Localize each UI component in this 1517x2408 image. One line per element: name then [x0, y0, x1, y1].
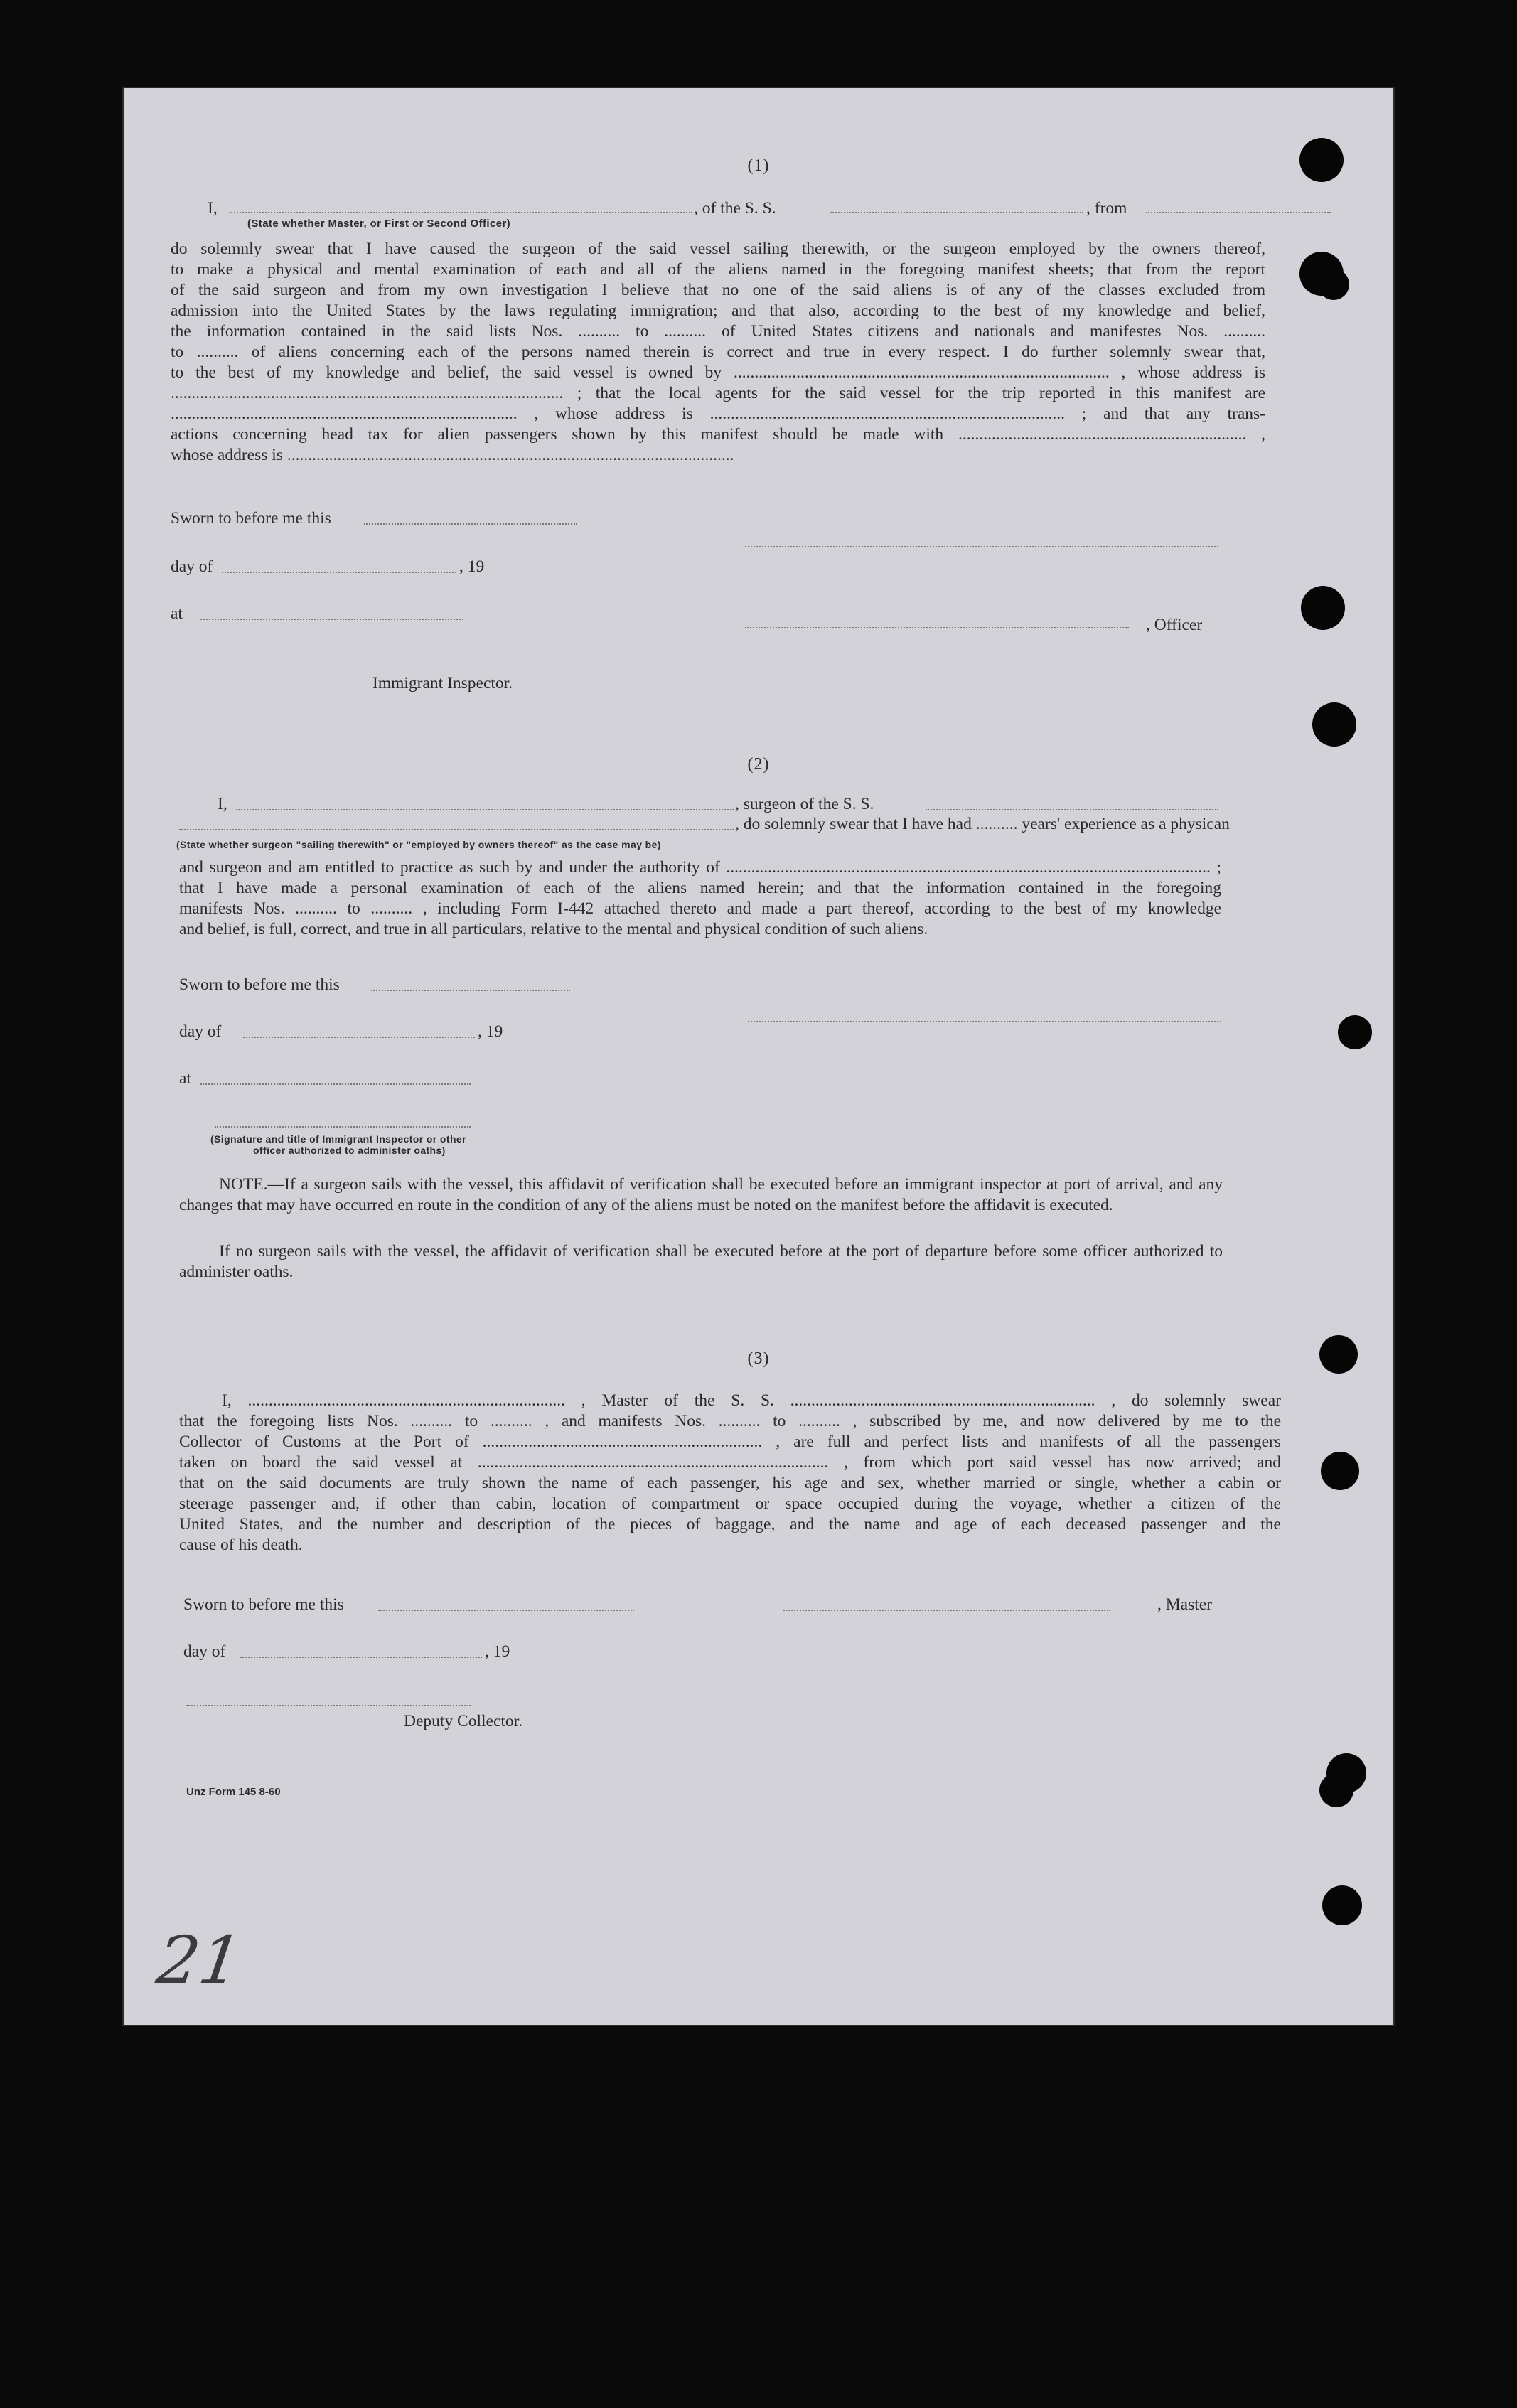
day-line[interactable] [240, 1657, 482, 1658]
punch-hole [1318, 269, 1349, 300]
master-text-line: steerage passenger and, if other than cabin, location of compartment or space occupied during the voyage, whether a citizen of the [179, 1494, 1281, 1513]
oath-text-line: to make a physical and mental examination of each and all of the aliens named in the foregoing manifest sheets; that from the report [171, 260, 1265, 279]
oath-text-line: to .......... of aliens concerning each of the persons named therein is correct and true in every respect. I do further solemnly swear that, [171, 343, 1265, 361]
surgeon-text-line: manifests Nos. .......... to .......... , including Form I-442 attached thereto and made a part thereof, according to the best of my knowledge [179, 899, 1221, 918]
oath-text-line: .............................................................................................. ; that the local agents for the said vessel for the trip reported in this manifest are [171, 384, 1265, 402]
signature-line[interactable] [745, 546, 1218, 547]
signature-caption: officer authorized to administer oaths) [253, 1145, 446, 1156]
punch-hole [1321, 1452, 1359, 1490]
section-number: (1) [747, 156, 770, 175]
oath-text-line: to the best of my knowledge and belief, the said vessel is owned by .......................................................................................... , whose address is [171, 363, 1265, 382]
day-of-label: day of [183, 1642, 226, 1661]
sworn-date-line[interactable] [371, 990, 570, 991]
vessel-label: , of the S. S. [694, 199, 776, 218]
sworn-label: Sworn to before me this [179, 975, 340, 994]
note-paragraph: If no surgeon sails with the vessel, the affidavit of verification shall be executed before at the port of departure before some officer authorized to administer oaths. [179, 1242, 1223, 1281]
place-line[interactable] [200, 619, 463, 620]
surgeon-label: I, [218, 795, 227, 813]
surgeon-vessel-label: , surgeon of the S. S. [735, 795, 874, 813]
oath-text-line: actions concerning head tax for alien passengers shown by this manifest should be made with ..................................................................... , [171, 425, 1265, 444]
oath-text-line: ................................................................................... , whose address is ..................................................................................... ; and that any trans- [171, 405, 1265, 423]
punch-hole [1322, 1885, 1362, 1925]
signature-line[interactable] [748, 1021, 1221, 1022]
collector-label: Deputy Collector. [404, 1712, 523, 1730]
collector-signature-line[interactable] [186, 1705, 471, 1706]
master-text-line: that on the said documents are truly shown the name of each passenger, his age and sex, whether married or single, whether a cabin or [179, 1474, 1281, 1492]
punch-hole [1301, 586, 1345, 630]
surgeon-text-line: and belief, is full, correct, and true in all particulars, relative to the mental and physical condition of such aliens. [179, 920, 928, 938]
manifest-form-page [122, 87, 1395, 2026]
rank-caption: (State whether Master, or First or Second Officer) [247, 218, 511, 230]
oath-text-line: whose address is ........................................................................................................... [171, 446, 734, 464]
oath-text-line: do solemnly swear that I have caused the surgeon of the said vessel sailing therewith, or the surgeon employed by the owners thereof, [171, 240, 1265, 258]
inspector-signature-line[interactable] [215, 1126, 471, 1128]
master-text-line: cause of his death. [179, 1536, 303, 1554]
from-line[interactable] [1146, 212, 1331, 213]
surgeon-text-line: that I have made a personal examination of each of the aliens named herein; and that the information contained in the foregoing [179, 879, 1221, 897]
punch-hole [1319, 1773, 1353, 1807]
officer-label: , Officer [1146, 616, 1203, 634]
day-line[interactable] [243, 1037, 475, 1038]
master-text-line: that the foregoing lists Nos. .......... to .......... , and manifests Nos. .......... to .......... , subscribed by me, and now delivered by me to the [179, 1412, 1281, 1430]
handwritten-page-number: 21 [152, 1922, 247, 1998]
form-number: Unz Form 145 8-60 [186, 1786, 281, 1798]
inspector-label: Immigrant Inspector. [372, 674, 513, 692]
oath-text-line: of the said surgeon and from my own investigation I believe that no one of the said aliens is of any of the classes excluded from [171, 281, 1265, 299]
section-number: (3) [747, 1349, 770, 1368]
surgeon-name-line[interactable] [236, 809, 734, 810]
sworn-label: Sworn to before me this [171, 509, 331, 528]
master-text-line: United States, and the number and description of the pieces of baggage, and the name and age of each deceased passenger and the [179, 1515, 1281, 1534]
at-label: at [171, 604, 183, 623]
year-label: , 19 [459, 557, 485, 576]
punch-hole [1338, 1015, 1372, 1049]
experience-text: , do solemnly swear that I have had .......... years' experience as a physican [735, 815, 1230, 833]
punch-hole [1312, 702, 1356, 747]
day-line[interactable] [222, 572, 456, 573]
section-number: (2) [747, 755, 770, 774]
surgeon-caption: (State whether surgeon "sailing therewith" or "employed by owners thereof" as the case may be) [176, 839, 661, 850]
sworn-label: Sworn to before me this [183, 1595, 344, 1614]
master-text-line: I, ............................................................................ , Master of the S. S. ......................................................................... , do solemnly swear [222, 1391, 1281, 1410]
oath-text-line: the information contained in the said lists Nos. .......... to .......... of United States citizens and nationals and manifestes Nos. .......... [171, 322, 1265, 341]
surgeon-text-line: and surgeon and am entitled to practice as such by and under the authority of .................................................................................................................... ; [179, 858, 1221, 877]
affiant-label: I, [208, 199, 218, 218]
master-signature-line[interactable] [783, 1610, 1110, 1611]
surgeon-vessel-line[interactable] [926, 809, 1218, 810]
day-of-label: day of [179, 1022, 222, 1041]
sworn-date-line[interactable] [364, 523, 577, 525]
signature-caption: (Signature and title of Immigrant Inspector or other [210, 1133, 466, 1145]
surgeon-status-line[interactable] [179, 829, 734, 830]
vessel-line[interactable] [830, 212, 1083, 213]
officer-line[interactable] [745, 627, 1129, 628]
year-label: , 19 [485, 1642, 510, 1661]
year-label: , 19 [478, 1022, 503, 1041]
place-line[interactable] [200, 1083, 471, 1085]
oath-text-line: admission into the United States by the laws regulating immigration; and that also, according to the best of my knowledge and belief, [171, 301, 1265, 320]
at-label: at [179, 1069, 191, 1088]
note-paragraph: NOTE.—If a surgeon sails with the vessel, this affidavit of verification shall be executed before an immigrant inspector at port of arrival, and any changes that may have occurred en route in the condition of any of the aliens must be noted on the manifest before the affidavit is executed. [179, 1175, 1223, 1214]
master-text-line: taken on board the said vessel at .................................................................................... , from which port said vessel has now arrived; and [179, 1453, 1281, 1472]
name-line[interactable] [229, 212, 692, 213]
sworn-date-line[interactable] [378, 1610, 634, 1611]
from-label: , from [1086, 199, 1127, 218]
day-of-label: day of [171, 557, 213, 576]
master-text-line: Collector of Customs at the Port of ................................................................... , are full and perfect lists and manifests of all the passengers [179, 1433, 1281, 1451]
master-label: , Master [1157, 1595, 1213, 1614]
